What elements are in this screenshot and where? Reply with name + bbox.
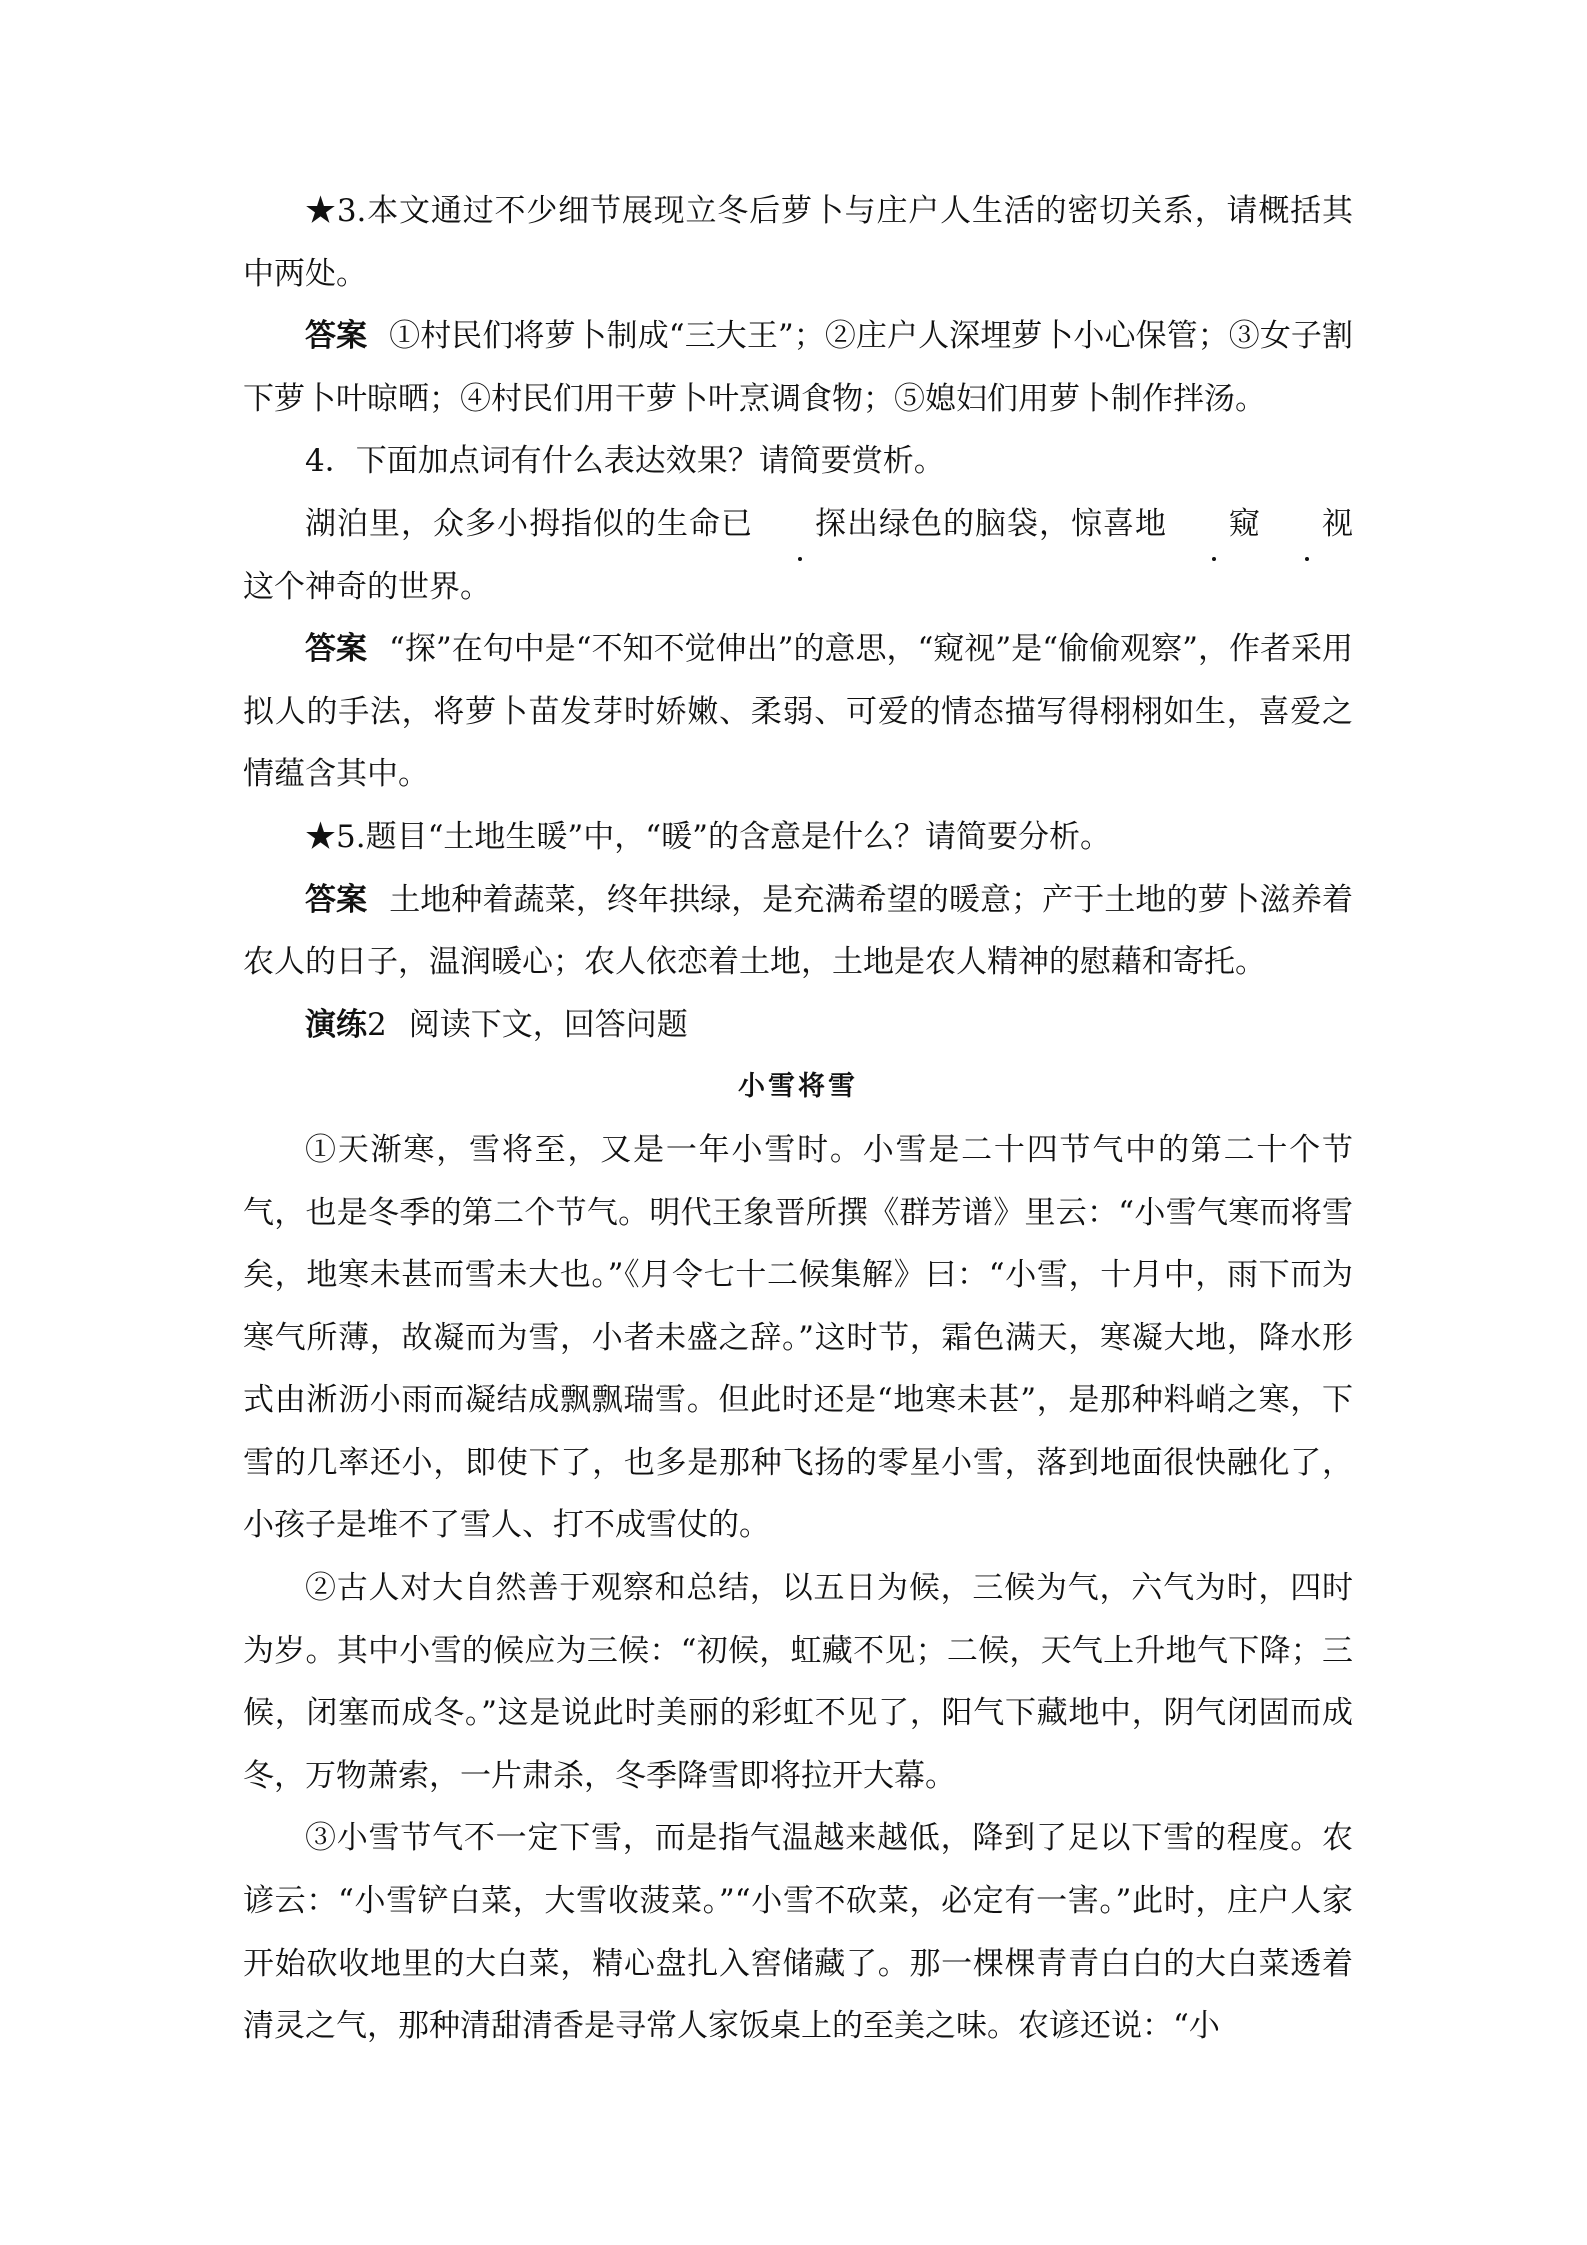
answer-3 (243, 305, 1353, 430)
emphasis-dot-word: 探 (753, 493, 846, 556)
emphasis-dot-word: 窥 (1167, 493, 1260, 556)
document-page (243, 180, 1353, 2058)
answer-label: 答案 (305, 318, 368, 355)
answer-5-text: 土地种着蔬菜，终年拱绿，是充满希望的暖意；产于土地的萝卜滋养着农人的日子，温润暖心；农人依恋着土地，土地是农人精神的慰藉和寄托。 (243, 881, 1353, 981)
answer-4-text: “探”在句中是“不知不觉伸出”的意思，“窥视”是“偷偷观察”，作者采用拟人的手法，将萝卜苗发芽时娇嫩、柔弱、可爱的情态描写得栩栩如生，喜爱之情蕴含其中。 (243, 631, 1353, 793)
answer-label: 答案 (305, 881, 368, 918)
article-paragraph-3: ③小雪节气不一定下雪，而是指气温越来越低，降到了足以下雪的程度。农谚云：“小雪铲白菜，大雪收菠菜。”“小雪不砍菜，必定有一害。”此时，庄户人家开始砍收地里的大白菜，精心盘扎入窖储藏了。那一棵棵青青白白的大白菜透着清灵之气，那种清甜清香是寻常人家饭桌上的至美之味。农谚还说：“小 (243, 1820, 1353, 2045)
exercise-2-heading (243, 994, 1353, 1057)
question-4-quote: 湖泊里，众多小拇指似的生命已 探出绿色的脑袋，惊喜地 窥 视这个神奇的世界。 (243, 493, 1353, 618)
article-paragraph-2: ②古人对大自然善于观察和总结，以五日为候，三候为气，六气为时，四时为岁。其中小雪的候应为三候：“初候，虹藏不见；二候，天气上升地气下降；三候，闭塞而成冬。”这是说此时美丽的彩虹不见了，阳气下藏地中，阴气闭固而成冬，万物萧索，一片肃杀，冬季降雪即将拉开大幕。 (243, 1570, 1353, 1794)
exercise-label: 演练 (305, 1006, 367, 1043)
question-5: ★5.题目“土地生暖”中，“暖”的含意是什么？请简要分析。 (305, 818, 1111, 855)
answer-3-text: ①村民们将萝卜制成“三大王”；②庄户人深埋萝卜小心保管；③女子割下萝卜叶晾晒；④村民们用干萝卜叶烹调食物；⑤媳妇们用萝卜制作拌汤。 (243, 318, 1354, 417)
article-title: 小雪将雪 (738, 1071, 858, 1103)
exercise-instruction: 阅读下文，回答问题 (408, 1006, 688, 1043)
answer-4 (243, 618, 1353, 806)
question-3: ★3.本文通过不少细节展现立冬后萝卜与庄户人生活的密切关系，请概括其中两处。 (243, 193, 1353, 292)
question-4: 4．下面加点词有什么表达效果？请简要赏析。 (305, 443, 945, 480)
exercise-number: 2 (367, 1006, 387, 1043)
emphasis-dot-word: 视 (1260, 493, 1353, 556)
answer-label: 答案 (305, 631, 368, 668)
answer-5 (243, 869, 1353, 994)
article-paragraph-1: ①天渐寒，雪将至，又是一年小雪时。小雪是二十四节气中的第二十个节气，也是冬季的第二个节气。明代王象晋所撰《群芳谱》里云：“小雪气寒而将雪矣，地寒未甚而雪未大也。”《月令七十二候集解》曰：“小雪，十月中，雨下而为寒气所薄，故凝而为雪，小者未盛之辞。”这时节，霜色满天，寒凝大地，降水形式由淅沥小雨而凝结成飘飘瑞雪。但此时还是“地寒未甚”，是那种料峭之寒，下雪的几率还小，即使下了，也多是那种飞扬的零星小雪，落到地面很快融化了，小孩子是堆不了雪人、打不成雪仗的。 (243, 1131, 1353, 1544)
